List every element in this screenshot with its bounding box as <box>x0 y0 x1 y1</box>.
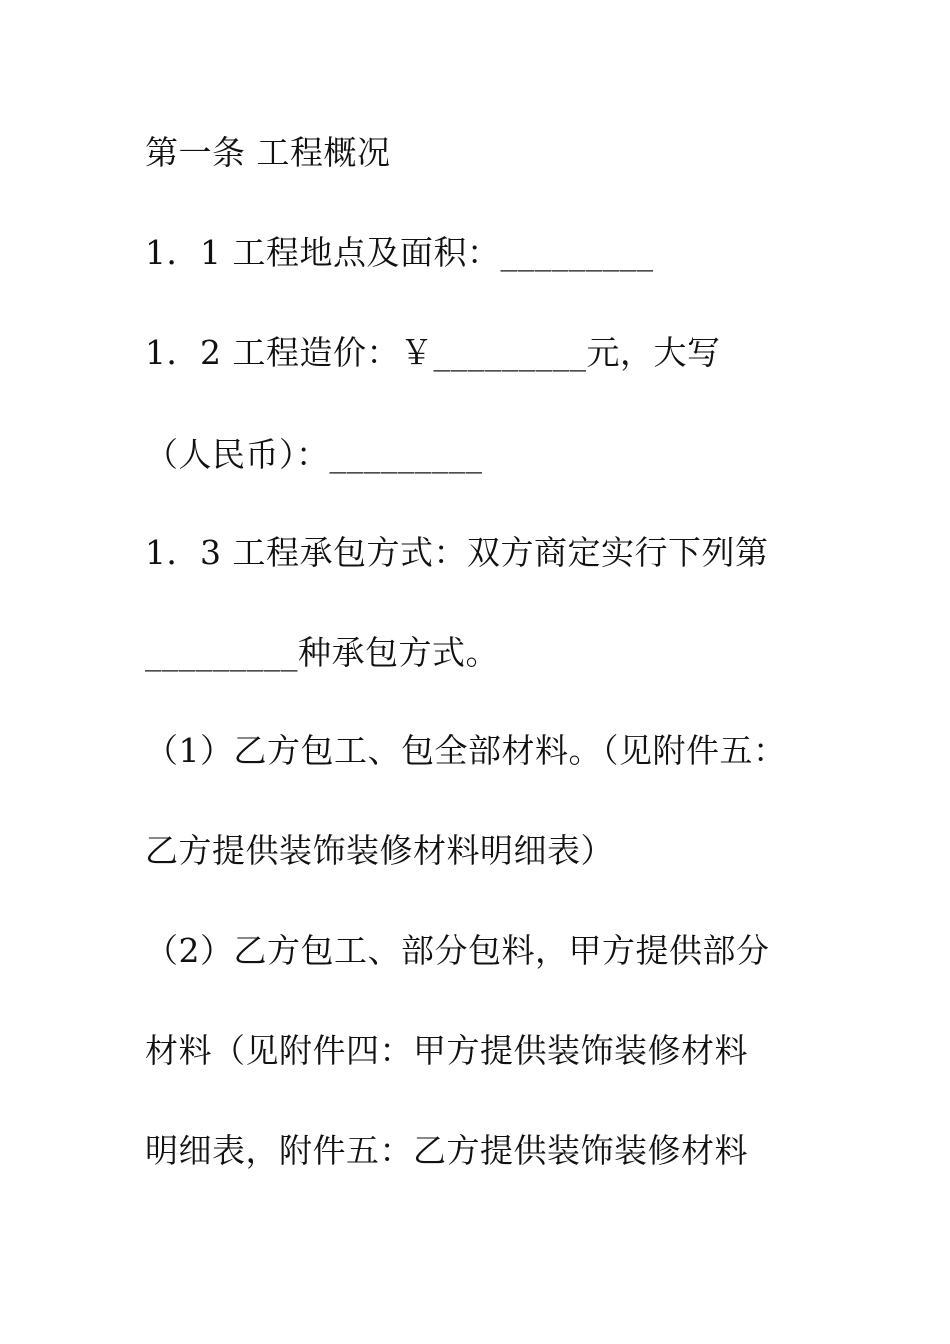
option-1-line-2: 乙方提供装饰装修材料明细表） <box>145 831 614 870</box>
clause-1-3-contract-method-cont: _________种承包方式。 <box>145 633 499 672</box>
option-2-line-3: 明细表，附件五：乙方提供装饰装修材料 <box>145 1131 748 1170</box>
clause-1-2-cost-in-words: （人民币）：_________ <box>145 435 483 474</box>
clause-1-3-contract-method: 1．3 工程承包方式：双方商定实行下列第 <box>145 533 769 572</box>
section-heading: 第一条 工程概况 <box>145 133 391 172</box>
clause-1-1-location-area: 1．1 工程地点及面积：_________ <box>145 233 654 272</box>
option-2-line-1: （2）乙方包工、部分包料，甲方提供部分 <box>145 931 770 970</box>
clause-1-2-project-cost: 1．2 工程造价：￥_________元，大写 <box>145 333 721 372</box>
option-2-line-2: 材料（见附件四：甲方提供装饰装修材料 <box>145 1031 748 1070</box>
option-1-line-1: （1）乙方包工、包全部材料。（见附件五： <box>145 731 787 770</box>
